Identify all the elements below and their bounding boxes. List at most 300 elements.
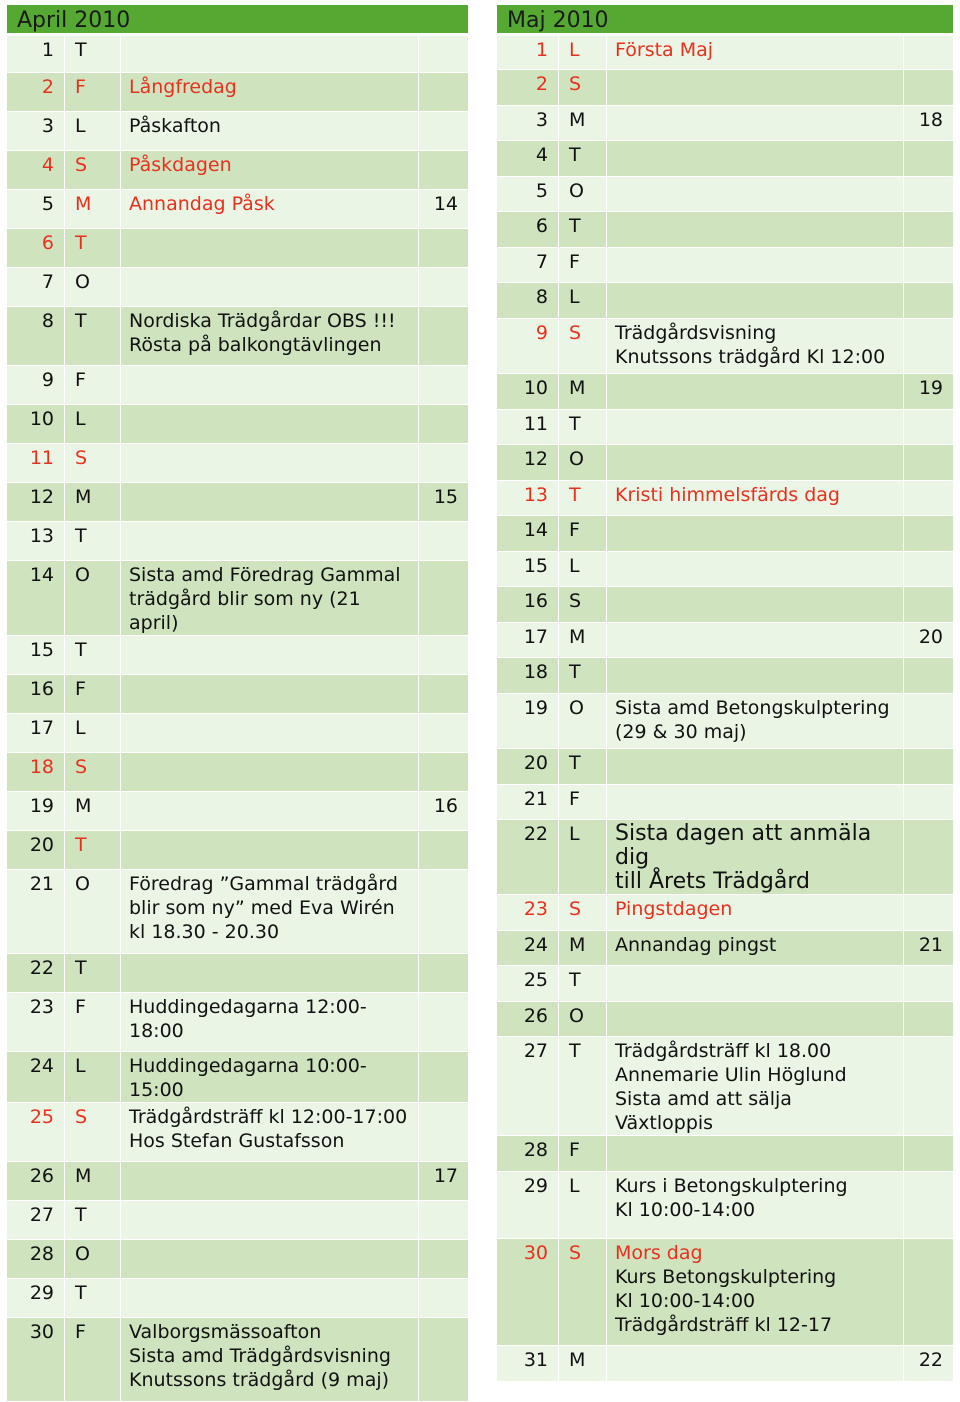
week-number — [418, 831, 468, 870]
calendar-row — [497, 481, 954, 516]
day-number: 23 — [7, 993, 65, 1052]
week-number: 14 — [418, 190, 468, 229]
event-text — [607, 658, 904, 694]
weekday-letter: S — [559, 587, 607, 623]
day-number: 1 — [7, 35, 65, 73]
day-number: 10 — [497, 374, 559, 410]
calendar-row — [497, 445, 954, 481]
day-number: 19 — [497, 694, 559, 749]
event-text: Sista amd Föredrag Gammal trädgård blir som ny (21 april) — [121, 561, 419, 636]
week-number — [904, 749, 954, 785]
event-text — [121, 831, 419, 870]
day-number: 12 — [497, 445, 559, 481]
week-number — [904, 694, 954, 749]
event-text — [121, 954, 419, 993]
event-text: Sista dagen att anmäla dig till Årets Trädgård — [607, 820, 904, 895]
weekday-letter: L — [559, 1172, 607, 1239]
week-number — [418, 753, 468, 792]
weekday-letter: L — [65, 714, 121, 753]
day-number: 12 — [7, 483, 65, 522]
weekday-letter: T — [65, 522, 121, 561]
weekday-letter: F — [65, 366, 121, 405]
event-text — [121, 1279, 419, 1318]
calendar-row — [497, 623, 954, 658]
weekday-letter: T — [65, 1201, 121, 1240]
week-number — [418, 714, 468, 753]
weekday-letter: M — [559, 1346, 607, 1382]
week-number: 17 — [418, 1162, 468, 1201]
week-number — [904, 410, 954, 445]
week-number — [418, 366, 468, 405]
day-number: 11 — [7, 444, 65, 483]
event-text: Annandag Påsk — [121, 190, 419, 229]
day-number: 13 — [497, 481, 559, 516]
calendar-row — [7, 993, 469, 1052]
day-number: 29 — [497, 1172, 559, 1239]
weekday-letter: F — [559, 1136, 607, 1172]
week-number — [418, 561, 468, 636]
event-text — [121, 522, 419, 561]
week-number — [904, 895, 954, 931]
calendar-row — [7, 229, 469, 268]
week-number — [418, 870, 468, 954]
event-text: Påskafton — [121, 112, 419, 151]
weekday-letter: F — [65, 993, 121, 1052]
week-number: 18 — [904, 106, 954, 141]
week-number: 21 — [904, 931, 954, 966]
week-number — [418, 1201, 468, 1240]
event-text — [607, 516, 904, 552]
week-number — [904, 658, 954, 694]
week-number — [904, 212, 954, 248]
weekday-letter: F — [559, 785, 607, 820]
day-number: 30 — [497, 1239, 559, 1346]
event-text — [121, 35, 419, 73]
week-number — [904, 516, 954, 552]
week-number: 20 — [904, 623, 954, 658]
week-number — [904, 1002, 954, 1037]
event-text — [121, 636, 419, 675]
event-text: Långfredag — [121, 73, 419, 112]
day-number: 4 — [7, 151, 65, 190]
weekday-letter: L — [559, 552, 607, 587]
weekday-letter: T — [65, 831, 121, 870]
april-calendar — [6, 4, 469, 1402]
day-number: 25 — [497, 966, 559, 1002]
weekday-letter: T — [559, 141, 607, 177]
weekday-letter: T — [65, 636, 121, 675]
weekday-letter: T — [559, 966, 607, 1002]
week-number — [418, 112, 468, 151]
calendar-row — [7, 1052, 469, 1103]
calendar-row — [497, 1002, 954, 1037]
event-text — [121, 268, 419, 307]
calendar-row — [7, 1201, 469, 1240]
event-text — [607, 177, 904, 212]
event-text: Trädgårdsträff kl 18.00 Annemarie Ulin Höglund Sista amd att sälja Växtloppis — [607, 1037, 904, 1136]
weekday-letter: S — [559, 895, 607, 931]
week-number — [418, 993, 468, 1052]
calendar-row — [7, 1162, 469, 1201]
week-number — [418, 1279, 468, 1318]
calendar-row — [497, 587, 954, 623]
week-number — [418, 73, 468, 112]
calendar-row — [497, 141, 954, 177]
calendar-row — [7, 954, 469, 993]
day-number: 17 — [497, 623, 559, 658]
day-number: 14 — [497, 516, 559, 552]
weekday-letter: T — [65, 954, 121, 993]
weekday-letter: T — [559, 1037, 607, 1136]
day-number: 15 — [497, 552, 559, 587]
day-number: 27 — [497, 1037, 559, 1136]
event-text: Föredrag ”Gammal trädgård blir som ny” med Eva Wirén kl 18.30 - 20.30 — [121, 870, 419, 954]
day-number: 20 — [497, 749, 559, 785]
event-text — [607, 749, 904, 785]
week-number — [904, 966, 954, 1002]
day-number: 28 — [497, 1136, 559, 1172]
week-number — [418, 1240, 468, 1279]
event-text — [607, 212, 904, 248]
week-number — [418, 522, 468, 561]
calendar-row — [7, 112, 469, 151]
weekday-letter: T — [559, 410, 607, 445]
event-text — [121, 483, 419, 522]
week-number — [418, 229, 468, 268]
weekday-letter: L — [559, 820, 607, 895]
day-number: 8 — [7, 307, 65, 366]
day-number: 10 — [7, 405, 65, 444]
event-text — [607, 141, 904, 177]
event-text — [607, 445, 904, 481]
calendar-row — [7, 792, 469, 831]
calendar-row — [497, 283, 954, 319]
week-number — [904, 141, 954, 177]
weekday-letter: S — [559, 319, 607, 374]
calendar-row — [7, 1240, 469, 1279]
week-number — [418, 35, 468, 73]
event-text: Nordiska Trädgårdar OBS !!! Rösta på balkongtävlingen — [121, 307, 419, 366]
calendar-row — [7, 714, 469, 753]
calendar-row — [497, 1346, 954, 1382]
calendar-row — [497, 1037, 954, 1136]
event-text — [607, 552, 904, 587]
week-number — [418, 268, 468, 307]
event-text — [121, 444, 419, 483]
weekday-letter: O — [65, 561, 121, 636]
month-title-april: April 2010 — [7, 5, 469, 35]
week-number — [904, 587, 954, 623]
calendar-row — [497, 106, 954, 141]
weekday-letter: L — [65, 405, 121, 444]
day-number: 9 — [7, 366, 65, 405]
calendar-row — [7, 1279, 469, 1318]
weekday-letter: T — [559, 658, 607, 694]
event-text — [607, 1346, 904, 1382]
event-text — [121, 1201, 419, 1240]
calendar-row — [7, 483, 469, 522]
event-text — [121, 675, 419, 714]
day-number: 28 — [7, 1240, 65, 1279]
day-number: 31 — [497, 1346, 559, 1382]
event-text — [607, 410, 904, 445]
calendar-row — [7, 73, 469, 112]
event-text: Sista amd Betongskulptering (29 & 30 maj) — [607, 694, 904, 749]
day-number: 8 — [497, 283, 559, 319]
event-text: Påskdagen — [121, 151, 419, 190]
weekday-letter: T — [559, 481, 607, 516]
week-number: 16 — [418, 792, 468, 831]
event-text: Annandag pingst — [607, 931, 904, 966]
day-number: 30 — [7, 1318, 65, 1402]
weekday-letter: M — [559, 931, 607, 966]
calendar-row — [7, 307, 469, 366]
day-number: 7 — [497, 248, 559, 283]
day-number: 2 — [497, 70, 559, 106]
day-number: 9 — [497, 319, 559, 374]
week-number: 19 — [904, 374, 954, 410]
calendar-row — [497, 694, 954, 749]
week-number — [904, 283, 954, 319]
weekday-letter: O — [559, 445, 607, 481]
event-text: Valborgsmässoafton Sista amd Trädgårdsvisning Knutssons trädgård (9 maj) — [121, 1318, 419, 1402]
event-text — [121, 714, 419, 753]
calendar-row — [7, 1318, 469, 1402]
week-number: 15 — [418, 483, 468, 522]
day-number: 29 — [7, 1279, 65, 1318]
weekday-letter: S — [559, 70, 607, 106]
day-number: 6 — [497, 212, 559, 248]
calendar-row — [497, 895, 954, 931]
event-text: Mors dag Kurs Betongskulptering Kl 10:00-14:00 Trädgårdsträff kl 12-17 — [607, 1239, 904, 1346]
event-text: Huddingedagarna 12:00-18:00 — [121, 993, 419, 1052]
weekday-letter: O — [559, 177, 607, 212]
week-number — [418, 954, 468, 993]
event-text — [607, 283, 904, 319]
day-number: 22 — [7, 954, 65, 993]
calendar-row — [7, 151, 469, 190]
calendar-row — [497, 410, 954, 445]
maj-calendar — [496, 4, 954, 1382]
weekday-letter: L — [559, 283, 607, 319]
event-text — [121, 1162, 419, 1201]
day-number: 17 — [7, 714, 65, 753]
calendar-row — [7, 675, 469, 714]
weekday-letter: T — [559, 749, 607, 785]
day-number: 7 — [7, 268, 65, 307]
day-number: 20 — [7, 831, 65, 870]
calendar-row — [497, 1239, 954, 1346]
calendar-row — [497, 966, 954, 1002]
day-number: 5 — [7, 190, 65, 229]
event-text: Kristi himmelsfärds dag — [607, 481, 904, 516]
day-number: 22 — [497, 820, 559, 895]
week-number — [904, 1172, 954, 1239]
calendar-row — [7, 444, 469, 483]
calendar-row — [497, 177, 954, 212]
calendar-row — [497, 248, 954, 283]
day-number: 14 — [7, 561, 65, 636]
day-number: 3 — [497, 106, 559, 141]
calendar-row — [7, 1103, 469, 1162]
weekday-letter: T — [65, 229, 121, 268]
calendar-row — [497, 35, 954, 70]
event-text — [607, 1002, 904, 1037]
calendar-row — [7, 522, 469, 561]
weekday-letter: T — [65, 35, 121, 73]
day-number: 24 — [7, 1052, 65, 1103]
event-text — [121, 753, 419, 792]
weekday-letter: S — [559, 1239, 607, 1346]
day-number: 26 — [497, 1002, 559, 1037]
weekday-letter: M — [65, 1162, 121, 1201]
weekday-letter: F — [65, 73, 121, 112]
week-number — [904, 785, 954, 820]
day-number: 21 — [7, 870, 65, 954]
calendar-row — [497, 212, 954, 248]
week-number — [418, 307, 468, 366]
event-text: Kurs i Betongskulptering Kl 10:00-14:00 — [607, 1172, 904, 1239]
weekday-letter: M — [559, 374, 607, 410]
calendar-row — [497, 374, 954, 410]
day-number: 21 — [497, 785, 559, 820]
calendar-row — [7, 831, 469, 870]
week-number — [904, 70, 954, 106]
day-number: 15 — [7, 636, 65, 675]
calendar-row — [497, 70, 954, 106]
week-number: 22 — [904, 1346, 954, 1382]
week-number — [904, 1239, 954, 1346]
weekday-letter: M — [65, 190, 121, 229]
calendar-row — [7, 870, 469, 954]
calendar-row — [7, 35, 469, 73]
weekday-letter: O — [65, 1240, 121, 1279]
event-text — [121, 405, 419, 444]
event-text: Första Maj — [607, 35, 904, 70]
calendar-row — [7, 268, 469, 307]
event-text — [607, 1136, 904, 1172]
event-text — [121, 366, 419, 405]
calendar-row — [497, 749, 954, 785]
week-number — [418, 1318, 468, 1402]
event-text — [607, 70, 904, 106]
weekday-letter: L — [65, 1052, 121, 1103]
day-number: 3 — [7, 112, 65, 151]
calendar-row — [7, 405, 469, 444]
weekday-letter: O — [65, 870, 121, 954]
day-number: 13 — [7, 522, 65, 561]
weekday-letter: L — [65, 112, 121, 151]
day-number: 26 — [7, 1162, 65, 1201]
week-number — [418, 405, 468, 444]
event-text — [607, 587, 904, 623]
week-number — [418, 675, 468, 714]
weekday-letter: F — [65, 1318, 121, 1402]
weekday-letter: L — [559, 35, 607, 70]
weekday-letter: T — [65, 307, 121, 366]
day-number: 1 — [497, 35, 559, 70]
day-number: 2 — [7, 73, 65, 112]
day-number: 27 — [7, 1201, 65, 1240]
weekday-letter: O — [559, 1002, 607, 1037]
day-number: 18 — [7, 753, 65, 792]
weekday-letter: S — [65, 753, 121, 792]
weekday-letter: F — [65, 675, 121, 714]
event-text — [607, 623, 904, 658]
event-text: Trädgårdsvisning Knutssons trädgård Kl 12:00 — [607, 319, 904, 374]
week-number — [904, 319, 954, 374]
weekday-letter: M — [559, 106, 607, 141]
calendar-row — [7, 366, 469, 405]
day-number: 25 — [7, 1103, 65, 1162]
calendar-row — [497, 319, 954, 374]
calendar-row — [7, 753, 469, 792]
event-text — [121, 1240, 419, 1279]
weekday-letter: T — [559, 212, 607, 248]
calendar-row — [497, 552, 954, 587]
week-number — [904, 248, 954, 283]
event-text: Trädgårdsträff kl 12:00-17:00 Hos Stefan Gustafsson — [121, 1103, 419, 1162]
event-text — [607, 248, 904, 283]
event-text — [607, 106, 904, 141]
week-number — [904, 552, 954, 587]
calendar-row — [497, 516, 954, 552]
week-number — [904, 1136, 954, 1172]
week-number — [418, 1103, 468, 1162]
weekday-letter: F — [559, 248, 607, 283]
day-number: 19 — [7, 792, 65, 831]
event-text — [121, 229, 419, 268]
calendar-row — [497, 1136, 954, 1172]
weekday-letter: S — [65, 1103, 121, 1162]
week-number — [418, 151, 468, 190]
calendar-row — [7, 636, 469, 675]
calendar-row — [7, 190, 469, 229]
calendar-row — [497, 931, 954, 966]
month-title-maj: Maj 2010 — [497, 5, 954, 35]
event-text — [607, 374, 904, 410]
event-text — [121, 792, 419, 831]
event-text: Pingstdagen — [607, 895, 904, 931]
week-number — [418, 636, 468, 675]
calendar-row — [497, 785, 954, 820]
calendar-row — [7, 561, 469, 636]
week-number — [904, 1037, 954, 1136]
week-number — [904, 820, 954, 895]
weekday-letter: M — [65, 483, 121, 522]
weekday-letter: T — [65, 1279, 121, 1318]
week-number — [418, 444, 468, 483]
weekday-letter: O — [559, 694, 607, 749]
week-number — [904, 177, 954, 212]
event-text — [607, 785, 904, 820]
day-number: 11 — [497, 410, 559, 445]
calendar-row — [497, 658, 954, 694]
week-number — [904, 445, 954, 481]
day-number: 18 — [497, 658, 559, 694]
day-number: 6 — [7, 229, 65, 268]
day-number: 16 — [497, 587, 559, 623]
calendar-row — [497, 1172, 954, 1239]
weekday-letter: F — [559, 516, 607, 552]
week-number — [904, 481, 954, 516]
week-number — [904, 35, 954, 70]
day-number: 5 — [497, 177, 559, 212]
day-number: 23 — [497, 895, 559, 931]
event-text: Huddingedagarna 10:00-15:00 — [121, 1052, 419, 1103]
weekday-letter: M — [65, 792, 121, 831]
day-number: 16 — [7, 675, 65, 714]
